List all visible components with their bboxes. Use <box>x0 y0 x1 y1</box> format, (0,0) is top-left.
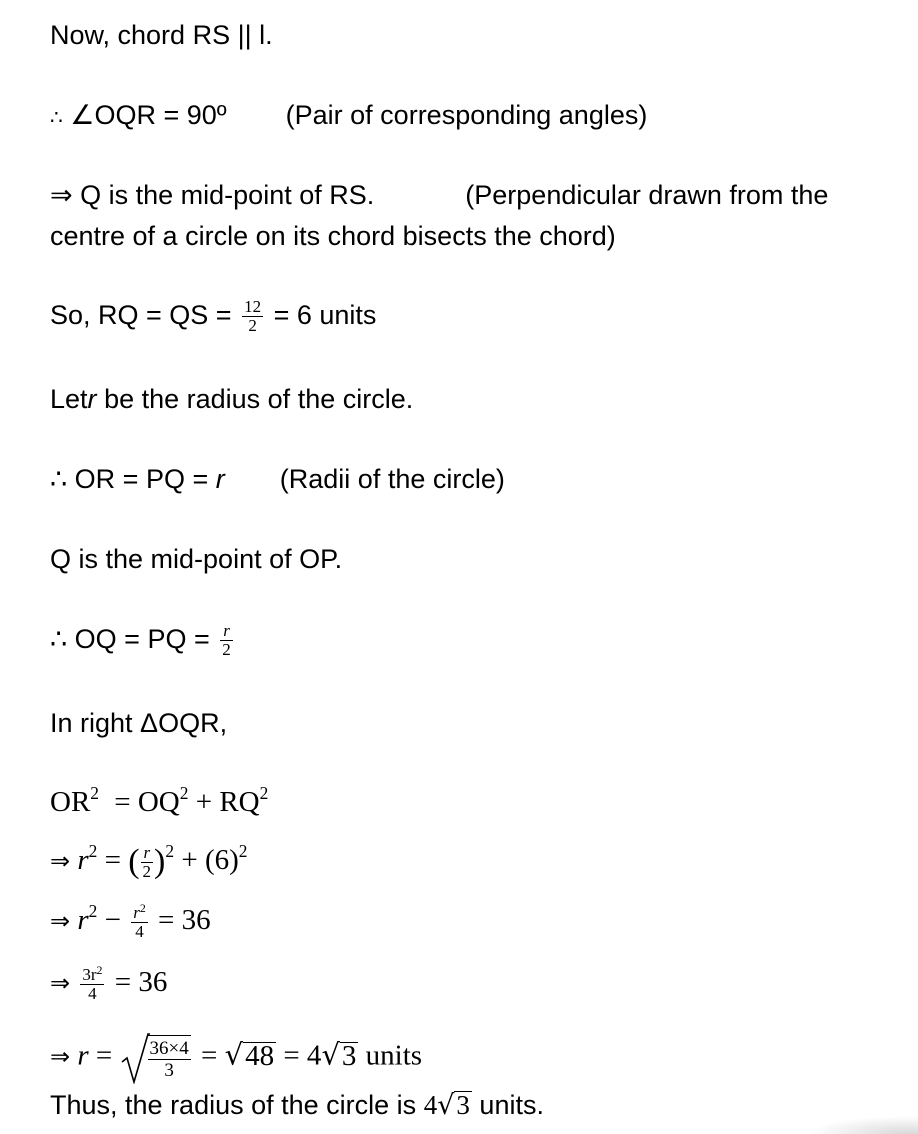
equals-sign: = <box>114 786 131 818</box>
equals-sign: = <box>104 844 121 876</box>
fraction-numerator: 36×4 <box>149 1038 189 1059</box>
fraction-numerator: $r^2$ <box>133 900 146 922</box>
implies-arrow: ⇒ <box>50 969 71 997</box>
line-right-triangle <box>50 706 227 740</box>
radius-text: be the radius of the circle. <box>104 384 414 414</box>
r-variable: r <box>77 904 89 936</box>
exponent: 2 <box>90 783 99 803</box>
equation-solve-r <box>50 1032 422 1084</box>
fraction-r-over-2 <box>220 622 233 659</box>
or-pq-statement: ∴ OR = PQ = <box>50 464 209 494</box>
radical-sign-icon: √ <box>321 1037 340 1072</box>
line-q-midpoint-op <box>50 542 342 576</box>
fraction-numerator: 12 <box>244 297 262 317</box>
equation-substitute: ⇒ $r^2$ = ( $\frac{r}{2}$ )$^2 + (6)^2$ <box>50 841 248 881</box>
fraction-denominator: 4 <box>135 921 144 941</box>
line-oq-pq <box>50 622 236 659</box>
line-chord-parallel <box>50 18 273 52</box>
line-bisect-reason <box>50 219 616 253</box>
exponent: 2 <box>165 841 175 861</box>
equation-pythagoras <box>50 785 268 819</box>
chord-parallel-text: Now, chord RS || l. <box>50 20 273 50</box>
fraction-numerator: r <box>220 622 233 641</box>
implies-arrow: ⇒ <box>50 1042 71 1071</box>
sqrt-3: 3 <box>341 1039 357 1072</box>
perpendicular-reason: (Perpendicular drawn from the <box>465 180 829 210</box>
exponent: 2 <box>88 841 98 861</box>
implies-arrow: ⇒ <box>50 847 71 875</box>
midpoint-rs-statement: ⇒ Q is the mid-point of RS. <box>50 180 375 210</box>
fraction-denominator: 2 <box>248 316 257 336</box>
oq-pq-statement: ∴ OQ = PQ = <box>50 624 210 654</box>
implies-arrow: ⇒ <box>50 907 71 935</box>
equals-36: = 36 <box>114 966 168 998</box>
line-let-r <box>50 382 413 416</box>
conclusion-units: units. <box>479 1090 544 1120</box>
radius-value: 4√3 <box>423 1090 470 1121</box>
equals-36: = 36 <box>158 904 211 936</box>
fraction-numerator: $3r^2$ <box>82 962 103 984</box>
radii-reason: (Radii of the circle) <box>279 464 505 494</box>
fraction-12-over-2 <box>242 298 263 335</box>
right-triangle-text: In right ΔOQR, <box>50 708 228 738</box>
plus-sign: + <box>195 786 213 818</box>
angle-reason: (Pair of corresponding angles) <box>285 100 648 130</box>
conclusion-text: Thus, the radius of the circle is <box>50 1090 417 1120</box>
fraction-3r2-over-4 <box>80 962 104 1003</box>
rq-qs-suffix: = 6 units <box>273 300 377 330</box>
corner-shadow <box>808 1116 918 1134</box>
r-variable: r <box>77 844 89 876</box>
fraction-denominator: 3 <box>164 1060 174 1081</box>
equation-simplify <box>50 900 211 941</box>
rq-qs-prefix: So, RQ = QS = <box>50 300 232 330</box>
exponent: 2 <box>238 841 248 861</box>
sqrt-48: 48 <box>245 1039 275 1072</box>
q-midpoint-op-text: Q is the mid-point of OP. <box>50 544 343 574</box>
equals-sign: = <box>95 1039 113 1072</box>
fraction-r2-over-4 <box>131 900 148 941</box>
line-angle-oqr <box>50 98 647 135</box>
equation-three-quarters <box>50 962 168 1003</box>
six-term: (6) <box>204 844 239 876</box>
r-variable: r <box>77 1039 89 1072</box>
fraction-numerator: r <box>141 844 154 863</box>
line-rq-qs <box>50 298 376 335</box>
exponent: 2 <box>179 783 189 803</box>
r-variable: r <box>87 384 97 414</box>
radical-sign-icon: √ <box>224 1037 244 1072</box>
fraction-denominator: 2 <box>142 861 152 881</box>
fraction-denominator: 4 <box>88 983 97 1003</box>
r-variable: r <box>215 464 225 494</box>
line-midpoint-rs <box>50 178 828 212</box>
equals-4: = 4 <box>283 1039 322 1072</box>
equals-sign: = <box>200 1039 218 1072</box>
therefore-symbol: ∴ <box>50 107 63 129</box>
minus-sign: − <box>104 904 121 936</box>
eq-term-oq: OQ <box>137 786 180 818</box>
line-conclusion <box>50 1088 544 1123</box>
let-text: Let <box>50 384 88 414</box>
fraction-denominator: 2 <box>222 640 231 660</box>
angle-oqr-statement: ∠OQR = 90º <box>70 100 227 130</box>
radical-sign-icon <box>120 1032 150 1084</box>
fraction-36x4-over-3 <box>148 1035 191 1081</box>
square-root-fraction <box>120 1032 194 1084</box>
eq-term-rq: RQ <box>219 786 260 818</box>
eq-lhs: OR <box>50 786 91 818</box>
exponent: 2 <box>88 901 98 921</box>
fraction-r-over-2 <box>141 844 154 881</box>
line-or-pq <box>50 462 505 496</box>
plus-sign: + <box>181 844 198 876</box>
units-label: units <box>365 1039 423 1072</box>
bisect-reason-text: centre of a circle on its chord bisects the chord) <box>50 221 616 251</box>
exponent: 2 <box>259 783 269 803</box>
